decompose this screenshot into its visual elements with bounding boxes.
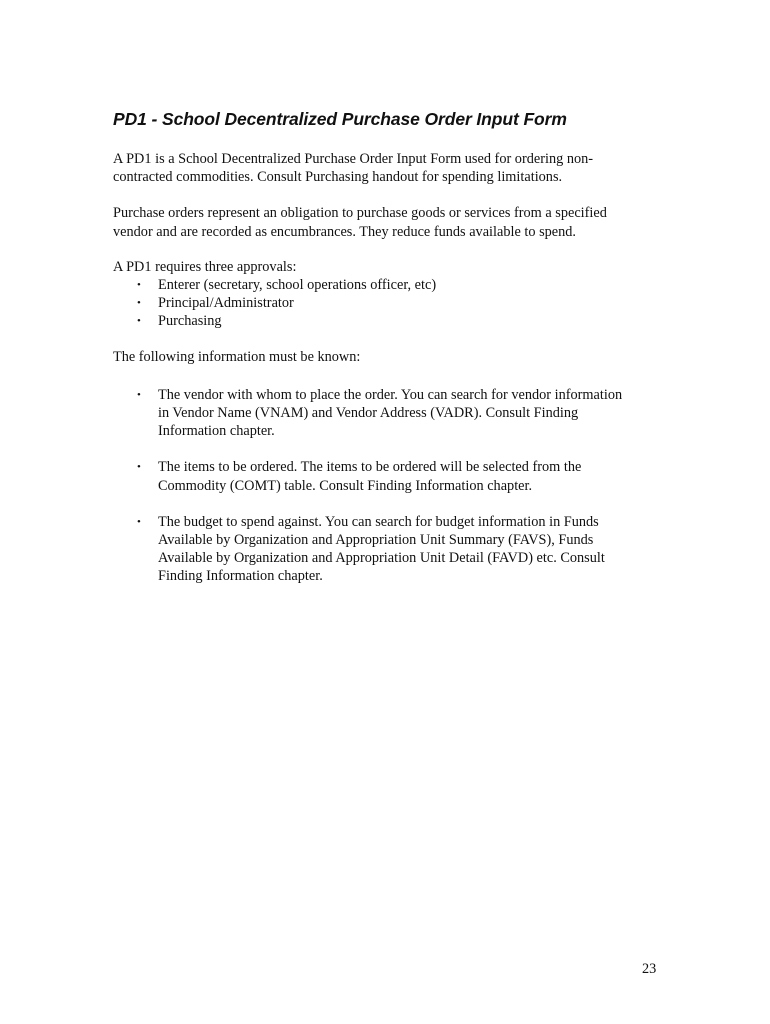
intro-paragraph [113, 150, 673, 186]
approval-label: Principal/Administrator [158, 295, 294, 312]
vendor-info-line: Information chapter. [158, 423, 275, 440]
list-item [113, 458, 673, 494]
intro-line: contracted commodities. Consult Purchasing handout for spending limitations. [113, 169, 563, 186]
intro-line: A PD1 is a School Decentralized Purchase Order Input Form used for ordering non- [113, 151, 594, 167]
budget-info-line: Available by Organization and Appropriation Unit Detail (FAVD) etc. Consult [158, 550, 605, 567]
bullet-icon: • [137, 315, 141, 328]
bullet-icon: • [137, 279, 141, 292]
list-item [113, 513, 673, 586]
approvals-heading: A PD1 requires three approvals: [113, 258, 297, 275]
required-info-section [113, 348, 673, 586]
required-info-heading: The following information must be known: [113, 348, 361, 365]
budget-info-line: The budget to spend against. You can search for budget information in Funds [158, 513, 599, 530]
list-item [113, 312, 673, 330]
list-item [113, 294, 673, 312]
bullet-icon: • [137, 461, 141, 474]
obligation-line: Purchase orders represent an obligation to purchase goods or services from a specified [113, 205, 607, 222]
page-title: PD1 - School Decentralized Purchase Order Input Form [113, 109, 567, 129]
approval-label: Purchasing [158, 313, 222, 330]
required-info-list [113, 386, 673, 586]
approval-label: Enterer (secretary, school operations officer, etc) [158, 277, 437, 294]
list-item [113, 276, 673, 294]
vendor-info-line: in Vendor Name (VNAM) and Vendor Address (VADR). Consult Finding [158, 405, 579, 422]
items-info-line: Commodity (COMT) table. Consult Finding Information chapter. [158, 477, 533, 494]
bullet-icon: • [137, 297, 141, 310]
approvals-list [113, 276, 673, 331]
budget-info-line: Available by Organization and Appropriation Unit Summary (FAVS), Funds [158, 532, 594, 549]
document-body [113, 150, 673, 586]
list-item [113, 386, 673, 441]
bullet-icon: • [137, 515, 141, 528]
obligation-paragraph [113, 204, 673, 240]
bullet-icon: • [137, 388, 141, 401]
page-number: 23 [642, 961, 657, 977]
items-info-line: The items to be ordered. The items to be ordered will be selected from the [158, 459, 582, 476]
approvals-section [113, 258, 673, 331]
budget-info-line: Finding Information chapter. [158, 568, 323, 585]
obligation-line: vendor and are recorded as encumbrances. They reduce funds available to spend. [113, 223, 576, 240]
vendor-info-line: The vendor with whom to place the order. You can search for vendor information [158, 386, 623, 403]
